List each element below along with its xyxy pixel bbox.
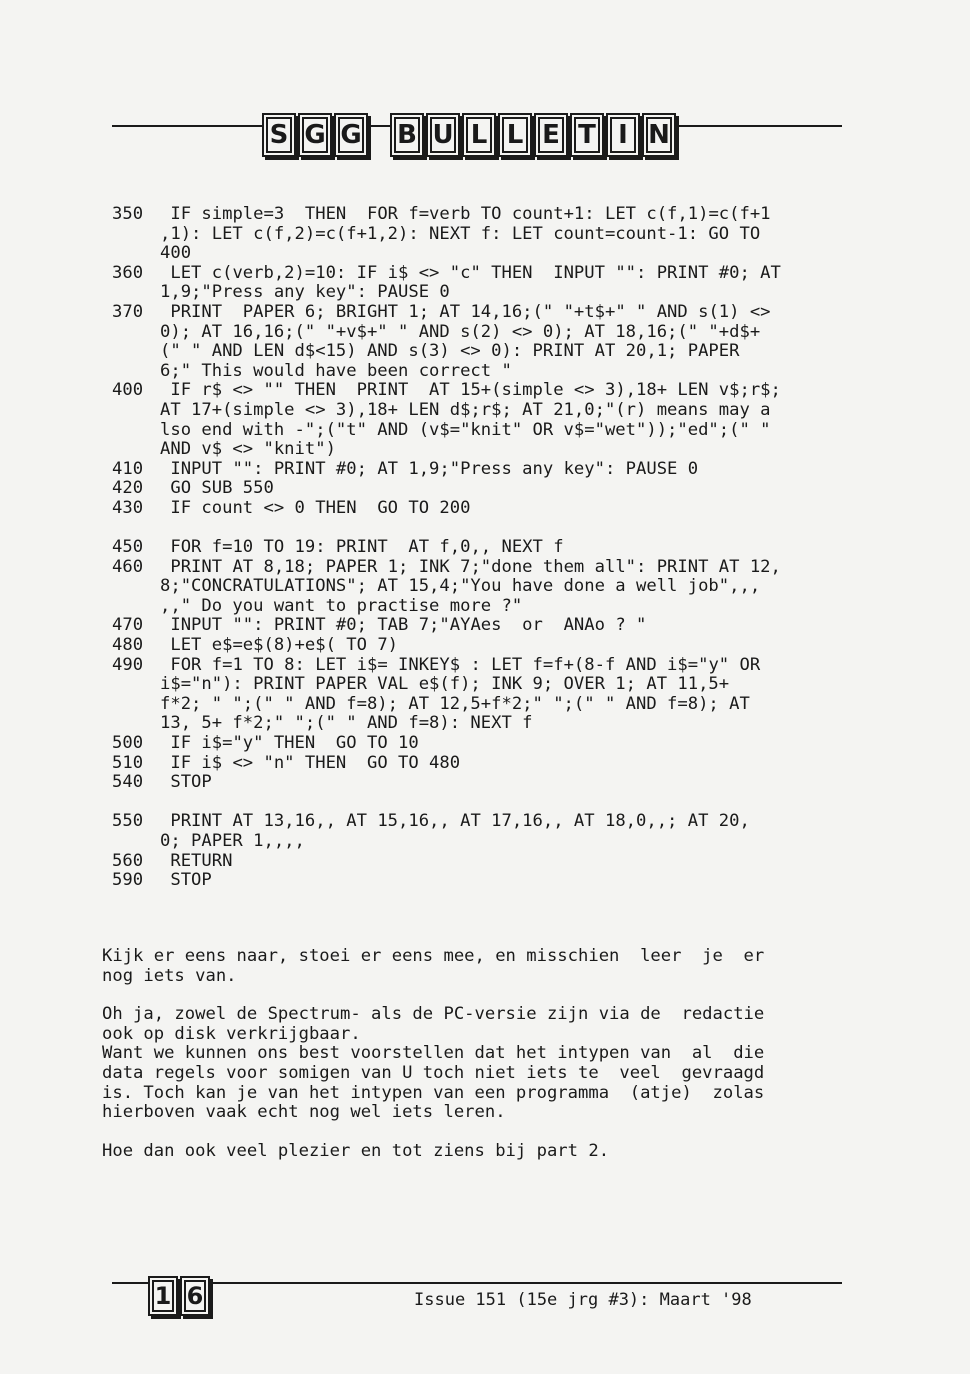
article-text: [102, 947, 852, 1180]
line-number: 370: [112, 301, 144, 322]
code-line: [112, 636, 862, 656]
paragraph: Oh ja, zowel de Spectrum- als de PC-versie zijn via de redactie ook op disk verkrijgbaar. Want we kunnen ons best voorstellen dat het intypen van al die data regels voor somigen van U toch niet iets te veel gevraagd is. Toch kan je van het intypen van een programma (atje) zolas hierboven vaak echt nog wel iets leren.: [102, 1004, 765, 1123]
masthead-word-sgg: [262, 113, 368, 157]
code-statement: IF count <> 0 THEN GO TO 200: [160, 497, 471, 518]
paragraph: Kijk er eens naar, stoei er eens mee, en misschien leer je er nog iets van.: [102, 946, 765, 986]
masthead-letter: L: [462, 113, 496, 157]
code-line: [112, 499, 862, 519]
line-number: 460: [112, 556, 144, 577]
line-number: 470: [112, 615, 144, 636]
code-line: [112, 773, 862, 793]
code-line: [112, 616, 862, 636]
line-number: 400: [112, 380, 144, 401]
issue-footer: Issue 151 (15e jrg #3): Maart '98: [414, 1290, 752, 1310]
code-statement: GO SUB 550: [160, 478, 274, 499]
line-number: 490: [112, 654, 144, 675]
code-line: [112, 205, 862, 264]
line-number: 500: [112, 733, 144, 754]
line-number: [112, 793, 160, 813]
masthead-letter: N: [642, 113, 676, 157]
masthead-letter: E: [534, 113, 568, 157]
line-number: 360: [112, 262, 144, 283]
code-statement: IF simple=3 THEN FOR f=verb TO count+1: LET c(f,1)=c(f+1 ,1): LET c(f,2)=c(f+1,2): NEXT f: LET count=count-1: GO TO 400: [160, 204, 771, 264]
line-number: 550: [112, 811, 144, 832]
basic-listing: [112, 205, 862, 891]
line-number: 540: [112, 772, 144, 793]
code-statement: LET c(verb,2)=10: IF i$ <> "c" THEN INPUT "": PRINT #0; AT 1,9;"Press any key": PAUSE 0: [160, 262, 781, 303]
line-number: 560: [112, 850, 144, 871]
code-statement: PRINT AT 13,16,, AT 15,16,, AT 17,16,, AT 18,0,,; AT 20, 0; PAPER 1,,,,: [160, 811, 750, 851]
code-statement: INPUT "": PRINT #0; AT 1,9;"Press any key": PAUSE 0: [160, 458, 699, 479]
code-line: [112, 812, 862, 851]
code-line: [112, 538, 862, 558]
line-number: 480: [112, 635, 144, 656]
code-line: [112, 381, 862, 459]
code-statement: IF r$ <> "" THEN PRINT AT 15+(simple <> 3),18+ LEN v$;r$; AT 17+(simple <> 3),18+ LEN d$;r$; AT 21,0;"(r) means may a lso end with -";("t" AND (v$="knit" OR v$="wet"));"ed";(" " AND v$ <> "knit"): [160, 380, 781, 460]
line-number: 410: [112, 458, 144, 479]
code-statement: RETURN: [160, 850, 233, 871]
page-digit: 1: [148, 1276, 178, 1316]
code-line: [112, 519, 862, 539]
code-statement: IF i$ <> "n" THEN GO TO 480: [160, 752, 461, 773]
code-line: [112, 852, 862, 872]
masthead-letter: I: [606, 113, 640, 157]
masthead-letter: G: [298, 113, 332, 157]
code-statement: FOR f=1 TO 8: LET i$= INKEY$ : LET f=f+(8-f AND i$="y" OR i$="n"): PRINT PAPER VAL e$(f); INK 9; OVER 1; AT 11,5+ f*2; " ";(" " AND f=8); AT 12,5+f*2;" ";(" " AND f=8); AT 13, 5+ f*2;" ";(" " AND f=8): NEXT f: [160, 654, 761, 734]
page-digit: 6: [180, 1276, 210, 1316]
code-statement: LET e$=e$(8)+e$( TO 7): [160, 635, 399, 656]
line-number: [112, 519, 160, 539]
code-statement: FOR f=10 TO 19: PRINT AT f,0,, NEXT f: [160, 537, 564, 558]
page-number: [148, 1276, 210, 1316]
line-number: 430: [112, 497, 144, 518]
code-statement: IF i$="y" THEN GO TO 10: [160, 733, 419, 754]
paragraph: Hoe dan ook veel plezier en tot ziens bij part 2.: [102, 1140, 610, 1161]
line-number: 590: [112, 870, 144, 891]
masthead-letter: U: [426, 113, 460, 157]
bottom-rule: [112, 1282, 842, 1284]
line-number: 450: [112, 537, 144, 558]
masthead-logo: [262, 113, 676, 157]
code-line: [112, 460, 862, 480]
code-line: [112, 558, 862, 617]
code-statement: STOP: [160, 772, 212, 793]
masthead-word-bulletin: [390, 113, 676, 157]
code-line: [112, 793, 862, 813]
code-statement: INPUT "": PRINT #0; TAB 7;"AYAes or ANAo ? ": [160, 615, 647, 636]
code-line: [112, 656, 862, 734]
masthead-letter: L: [498, 113, 532, 157]
code-line: [112, 754, 862, 774]
masthead-letter: T: [570, 113, 604, 157]
code-statement: PRINT PAPER 6; BRIGHT 1; AT 14,16;(" "+t$+" " AND s(1) <> 0); AT 16,16;(" "+v$+" " AND s(2) <> 0); AT 18,16;(" "+d$+ (" " AND LEN d$<15) AND s(3) <> 0): PRINT AT 20,1; PAPER 6;" This would have been correct ": [160, 301, 771, 381]
masthead-letter: G: [334, 113, 368, 157]
line-number: 510: [112, 752, 144, 773]
code-line: [112, 264, 862, 303]
code-line: [112, 479, 862, 499]
code-line: [112, 303, 862, 381]
masthead-letter: B: [390, 113, 424, 157]
line-number: 420: [112, 478, 144, 499]
code-statement: STOP: [160, 870, 212, 891]
code-statement: PRINT AT 8,18; PAPER 1; INK 7;"done them all": PRINT AT 12, 8;"CONCRATULATIONS"; AT 15,4;"You have done a well job",,, ,," Do you want to practise more ?": [160, 556, 781, 616]
line-number: 350: [112, 204, 144, 224]
code-line: [112, 734, 862, 754]
masthead-letter: S: [262, 113, 296, 157]
code-line: [112, 871, 862, 891]
